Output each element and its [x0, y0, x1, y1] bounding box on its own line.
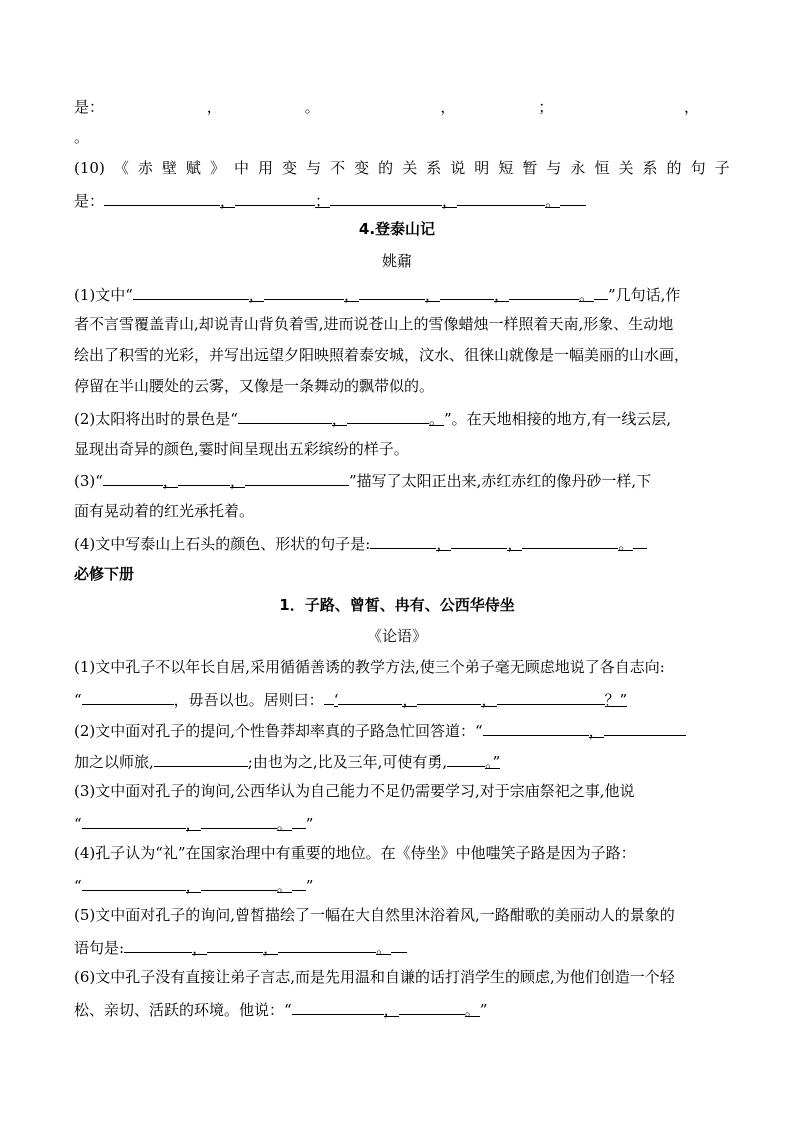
mark-underlined — [376, 938, 391, 955]
section-heading-bixiu-xiace: 必修下册 — [74, 565, 135, 583]
char: 用 — [258, 159, 274, 177]
char: 赋 — [185, 159, 201, 177]
mark-underlined — [605, 690, 628, 707]
quote-mark: “ — [74, 877, 82, 895]
answer-blank[interactable] — [124, 936, 192, 953]
char: 不 — [330, 159, 346, 177]
answer-blank[interactable] — [399, 998, 465, 1015]
char: 壁 — [161, 159, 177, 177]
mark: ？” — [604, 691, 628, 709]
char: 子 — [714, 159, 730, 177]
mark: 。 — [618, 535, 634, 553]
char: 中 — [233, 159, 249, 177]
char: 关 — [618, 159, 634, 177]
mark-underlined — [442, 191, 457, 208]
mark: ， — [343, 286, 359, 304]
mark: ， — [192, 939, 208, 957]
mark: ， — [206, 98, 222, 116]
answer-blank[interactable] — [391, 936, 407, 953]
answer-blank[interactable] — [417, 688, 481, 705]
mark-underlined — [465, 1000, 480, 1017]
mark: ， — [424, 286, 440, 304]
mark-underlined — [507, 534, 522, 551]
char: 》 — [209, 159, 225, 177]
char: 变 — [354, 159, 370, 177]
mark-underlined — [384, 1000, 399, 1017]
mark: 。 — [74, 128, 90, 146]
sz-q6-line2 — [74, 998, 730, 1020]
answer-blank[interactable] — [509, 283, 579, 300]
author-lunyu: 《论语》 — [366, 627, 427, 645]
mark-underlined — [579, 285, 594, 302]
mark: ， — [263, 939, 279, 957]
mark-underlined — [545, 191, 560, 208]
sz-q3-line1: (3)文中面对孔子的询问,公西华认为自己能力不足仍需要学习,对于宗庙祭祀之事,他说 — [74, 782, 635, 800]
mark: ， — [440, 98, 456, 116]
char: 永 — [570, 159, 586, 177]
char: 暂 — [522, 159, 538, 177]
mark: ， — [331, 410, 347, 428]
char: 的 — [666, 159, 682, 177]
answer-blank[interactable] — [330, 189, 442, 206]
mark: 。 — [376, 939, 392, 957]
mark: ， — [383, 1001, 399, 1019]
quote-mark: ” — [479, 1001, 488, 1019]
q-prefix: (4)文中写泰山上石头的颜色、形状的句子是: — [74, 535, 371, 553]
char: 恒 — [594, 159, 610, 177]
mark-underlined — [429, 409, 444, 426]
q-prefix: 松、亲切、活跃的环境。他说：“ — [74, 1001, 292, 1019]
sz-q4-line1: (4)孔子认为“礼”在国家治理中有重要的地位。在《侍坐》中他嗤笑子路是因为子路： — [74, 844, 636, 862]
answer-blank[interactable] — [264, 283, 344, 300]
mark: ， — [229, 472, 245, 490]
q-prefix: 语句是: — [74, 939, 125, 957]
answer-blank[interactable] — [522, 532, 618, 549]
mark: 。 — [545, 192, 561, 210]
answer-blank[interactable] — [104, 189, 220, 206]
mark-underlined — [186, 814, 201, 831]
mark-underlined — [192, 938, 207, 955]
section-title-shi-zuo: 1．子路、曾皙、冉有、公西华侍坐 — [279, 596, 515, 614]
quote-mark: ‘ — [333, 691, 339, 709]
q-text: 加之以师旅, — [74, 753, 154, 771]
quote-mark: ” — [305, 877, 314, 895]
mark-underlined — [436, 534, 451, 551]
answer-blank[interactable] — [633, 532, 647, 549]
mark: 。 — [276, 877, 292, 895]
char: 短 — [498, 159, 514, 177]
char: 赤 — [137, 159, 153, 177]
answer-blank[interactable] — [292, 812, 306, 829]
mark: ， — [220, 192, 236, 210]
mark: ， — [683, 98, 699, 116]
mark: ， — [185, 877, 201, 895]
sz-q2-line1 — [74, 719, 730, 741]
mark: ， — [436, 535, 452, 553]
mark-underlined — [277, 876, 292, 893]
mark: 。 — [578, 286, 594, 304]
sz-q1-line2 — [74, 688, 730, 710]
dts-q1-line2: 者不言雪覆盖青山,却说青山背负着雪,进而说苍山上的雪像蜡烛一样照着天南,形象、生动地 — [74, 315, 674, 333]
q-prefix: (1)文中“ — [74, 286, 133, 304]
sz-q5-line2 — [74, 936, 730, 958]
answer-blank[interactable] — [370, 532, 436, 549]
mark: ， — [248, 286, 264, 304]
quote-mark: “ — [74, 691, 82, 709]
mark-underlined — [425, 285, 440, 302]
mark-underlined — [485, 752, 500, 769]
mark-underlined — [163, 471, 178, 488]
q-text: (2)文中面对孔子的提问,个性鲁莽却率真的子路急忙回答道：“ — [74, 722, 483, 740]
answer-blank[interactable] — [82, 874, 186, 891]
sz-q4-line2 — [74, 874, 730, 896]
char: 说 — [450, 159, 466, 177]
answer-blank[interactable] — [201, 812, 277, 829]
dts-q1-line4: 停留在半山腰处的云雾，又像是一条舞动的飘带似的。 — [74, 377, 435, 395]
answer-blank[interactable] — [457, 189, 545, 206]
answer-blank[interactable] — [82, 812, 186, 829]
answer-blank[interactable] — [359, 283, 425, 300]
mark-underlined — [277, 814, 292, 831]
top-period-line — [74, 127, 730, 147]
answer-blank[interactable] — [238, 407, 332, 424]
q10-prefix: 是： — [74, 192, 105, 210]
mark-underlined — [263, 938, 278, 955]
mark: 。 — [428, 410, 444, 428]
quote-mark: “ — [74, 815, 82, 833]
mark: ； — [538, 98, 554, 116]
answer-blank[interactable] — [103, 469, 163, 486]
char: (10) — [74, 159, 105, 177]
mark: ， — [493, 286, 509, 304]
question-10-line2 — [74, 189, 730, 211]
q-prefix: (2)太阳将出时的景色是“ — [74, 410, 238, 428]
dts-q2-line2: 显现出奇异的颜色,霎时间呈现出五彩缤纷的样子。 — [74, 440, 409, 458]
q-prefix: (3)“ — [74, 472, 103, 490]
answer-blank[interactable] — [440, 283, 494, 300]
top-prefix: 是： — [74, 98, 105, 116]
answer-blank[interactable] — [447, 750, 485, 767]
char: 与 — [306, 159, 322, 177]
char: 《 — [113, 159, 129, 177]
char: 句 — [690, 159, 706, 177]
dts-q1-line1 — [74, 283, 730, 305]
question-10-line1 — [74, 158, 730, 178]
mark: ， — [402, 691, 418, 709]
answer-blank[interactable] — [292, 874, 306, 891]
mark-underlined — [249, 285, 264, 302]
mark-underlined — [589, 721, 604, 738]
q-text: ;由也为之,比及三年,可使有勇, — [247, 753, 448, 771]
mark: ， — [481, 691, 497, 709]
dts-q3-line2: 面有晃动着的红光承托着。 — [74, 502, 255, 520]
answer-blank[interactable] — [497, 688, 605, 705]
q-suffix: ”。在天地相接的地方,有一线云层, — [443, 410, 672, 428]
mark-underlined — [230, 471, 245, 488]
answer-blank[interactable] — [245, 469, 349, 486]
answer-blank[interactable] — [347, 407, 429, 424]
answer-blank[interactable] — [594, 283, 608, 300]
dts-q4-line1 — [74, 532, 730, 554]
dts-q3-line1 — [74, 469, 730, 491]
mark-underlined — [186, 876, 201, 893]
answer-blank[interactable] — [133, 283, 249, 300]
answer-blank[interactable] — [82, 688, 174, 705]
author-yao-nai: 姚鼐 — [381, 252, 412, 270]
sz-q3-line2 — [74, 812, 730, 834]
top-line — [74, 97, 730, 117]
answer-blank[interactable] — [207, 936, 263, 953]
mark: ， — [588, 722, 604, 740]
char: 的 — [378, 159, 394, 177]
sz-q5-line1: (5)文中面对孔子的询问,曾皙描绘了一幅在大自然里沐浴着风,一路酣歌的美丽动人的景象的 — [74, 906, 675, 924]
dts-q2-line1 — [74, 407, 730, 429]
answer-blank[interactable] — [201, 874, 277, 891]
mark: 。 — [276, 815, 292, 833]
q-text: ，毋吾以也。居则曰： — [173, 691, 324, 709]
mark-underlined — [220, 191, 235, 208]
answer-blank[interactable] — [560, 189, 586, 206]
mark-underlined — [344, 285, 359, 302]
char: 关 — [402, 159, 418, 177]
dts-q1-line3: 绘出了积雪的光彩，并写出远望夕阳映照着泰安城，汶水、徂徕山就像是一幅美丽的山水画， — [74, 346, 690, 364]
mark: 。 — [304, 98, 320, 116]
mark: ； — [315, 192, 331, 210]
mark: ， — [442, 192, 458, 210]
char: 系 — [426, 159, 442, 177]
mark-underlined — [315, 191, 330, 208]
answer-blank[interactable] — [292, 998, 384, 1015]
answer-blank[interactable] — [278, 936, 376, 953]
sz-q1-line1: (1)文中孔子不以年长自居,采用循循善诱的教学方法,使三个弟子毫无顾虑地说了各自志向: — [74, 658, 665, 676]
mark-underlined — [332, 409, 347, 426]
answer-blank[interactable] — [483, 719, 589, 736]
section-title-deng-tai-shan: 4.登泰山记 — [358, 220, 436, 238]
q-suffix: ”描写了太阳正出来,赤红赤红的像丹砂一样,下 — [348, 472, 652, 490]
sz-q2-line2 — [74, 750, 730, 772]
mark: 。 — [464, 1001, 480, 1019]
mark-underlined — [494, 285, 509, 302]
mark: ， — [185, 815, 201, 833]
answer-blank[interactable] — [178, 469, 230, 486]
char: 与 — [546, 159, 562, 177]
mark-underlined — [402, 690, 417, 707]
mark-underlined — [618, 534, 633, 551]
char: 变 — [282, 159, 298, 177]
q-suffix: ”几句话,作 — [608, 286, 681, 304]
sz-q6-line1: (6)文中孔子没有直接让弟子言志,而是先用温和自谦的话打消学生的顾虑,为他们创造一个轻 — [74, 968, 675, 986]
mark: 。” — [485, 753, 501, 771]
char: 系 — [642, 159, 658, 177]
mark-underlined — [481, 690, 496, 707]
answer-blank[interactable] — [154, 750, 248, 767]
mark: ， — [507, 535, 523, 553]
answer-blank[interactable] — [324, 688, 334, 705]
char: 明 — [474, 159, 490, 177]
quote-mark: ” — [305, 815, 314, 833]
answer-blank[interactable] — [604, 719, 686, 736]
mark: ， — [162, 472, 178, 490]
answer-blank[interactable] — [451, 532, 507, 549]
answer-blank[interactable] — [338, 688, 402, 705]
answer-blank[interactable] — [235, 189, 315, 206]
